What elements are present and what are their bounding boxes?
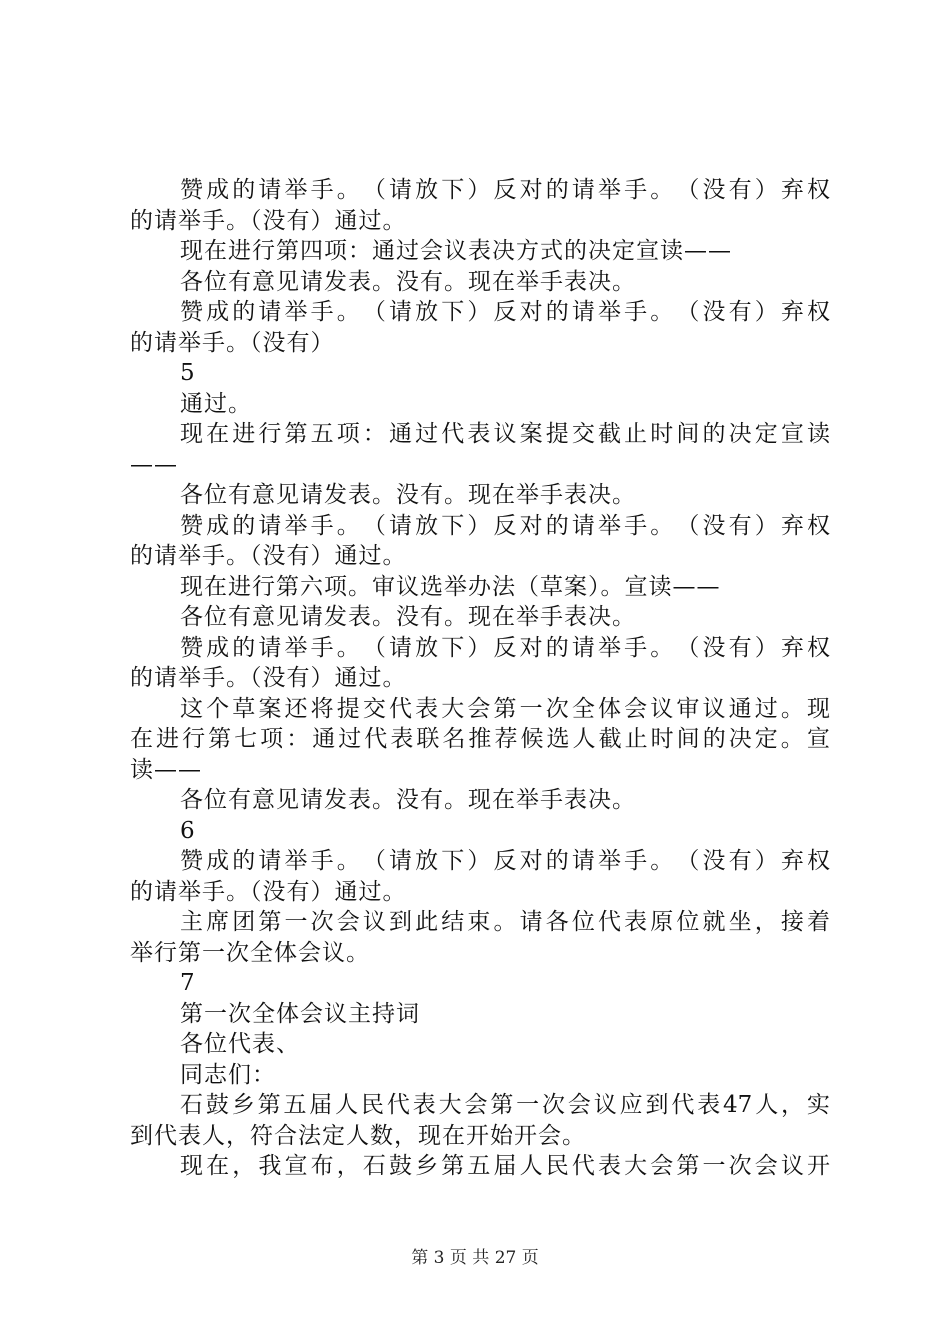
text-line: 6 — [180, 817, 196, 844]
text-line: 的请举手。（没有）通过。 — [130, 207, 407, 234]
text-line: 各位有意见请发表。没有。现在举手表决。 — [180, 482, 636, 508]
text-line: 的请举手。（没有） — [130, 329, 335, 356]
text-line: 石 鼓 乡 第 五 届 人 民 代 表 大 会 第 一 次 会 议 应 到 代 表 47 人 ， 实 — [180, 1092, 830, 1118]
text-line: 主 席 团 第 一 次 会 议 到 此 结 束 。 请 各 位 代 表 原 位 就 坐 ， 接 着 — [180, 909, 830, 935]
text-line: 第一次全体会议主持词 — [180, 1000, 420, 1027]
text-line: 赞 成 的 请 举 手 。 （ 请 放 下 ） 反 对 的 请 举 手 。 （ 没 有 ） 弃 权 — [180, 634, 830, 661]
text-line: 赞 成 的 请 举 手 。 （ 请 放 下 ） 反 对 的 请 举 手 。 （ 没 有 ） 弃 权 — [180, 848, 830, 874]
text-line: 的请举手。（没有）通过。 — [130, 543, 407, 569]
text-line: 通过。 — [180, 390, 252, 417]
text-line: 5 — [180, 360, 196, 386]
text-line: 各位有意见请发表。没有。现在举手表决。 — [180, 604, 636, 630]
text-line: 举行第一次全体会议。 — [130, 939, 370, 966]
text-line: 现 在 进 行 第 五 项 ： 通 过 代 表 议 案 提 交 截 止 时 间 的 决 定 宣 读 — [180, 421, 830, 447]
text-line: 赞 成 的 请 举 手 。 （ 请 放 下 ） 反 对 的 请 举 手 。 （ 没 有 ） 弃 权 — [180, 299, 830, 325]
text-line: 各位代表、 — [180, 1031, 300, 1057]
text-line: 读—— — [130, 756, 202, 783]
text-line: 各位有意见请发表。没有。现在举手表决。 — [180, 268, 636, 295]
text-line: 到代表人，符合法定人数，现在开始开会。 — [130, 1122, 586, 1149]
text-line: 的请举手。（没有）通过。 — [130, 665, 407, 691]
text-line: 的请举手。（没有）通过。 — [130, 878, 407, 905]
text-line: 现 在 ， 我 宣 布 ， 石 鼓 乡 第 五 届 人 民 代 表 大 会 第 一 次 会 议 开 — [180, 1153, 830, 1179]
text-line: 各位有意见请发表。没有。现在举手表决。 — [180, 787, 636, 813]
text-line: 现在进行第四项：通过会议表决方式的决定宣读—— — [180, 238, 732, 264]
text-line: 7 — [180, 970, 196, 996]
text-line: 这 个 草 案 还 将 提 交 代 表 大 会 第 一 次 全 体 会 议 审 议 通 过 。 现 — [180, 695, 830, 722]
text-line: 赞 成 的 请 举 手 。 （ 请 放 下 ） 反 对 的 请 举 手 。 （ 没 有 ） 弃 权 — [180, 512, 830, 539]
text-line: 同志们： — [180, 1061, 276, 1088]
text-line: 赞 成 的 请 举 手 。 （ 请 放 下 ） 反 对 的 请 举 手 。 （ 没 有 ） 弃 权 — [180, 177, 830, 203]
page-footer: 第 3 页 共 27 页 — [411, 1248, 539, 1268]
document-body — [130, 175, 830, 1182]
text-line: 现在进行第六项。审议选举办法（草案）。宣读—— — [180, 573, 721, 600]
text-line: 在 进 行 第 七 项 ： 通 过 代 表 联 名 推 荐 候 选 人 截 止 时 间 的 决 定 。 宣 — [130, 726, 830, 752]
text-line: —— — [130, 451, 178, 478]
